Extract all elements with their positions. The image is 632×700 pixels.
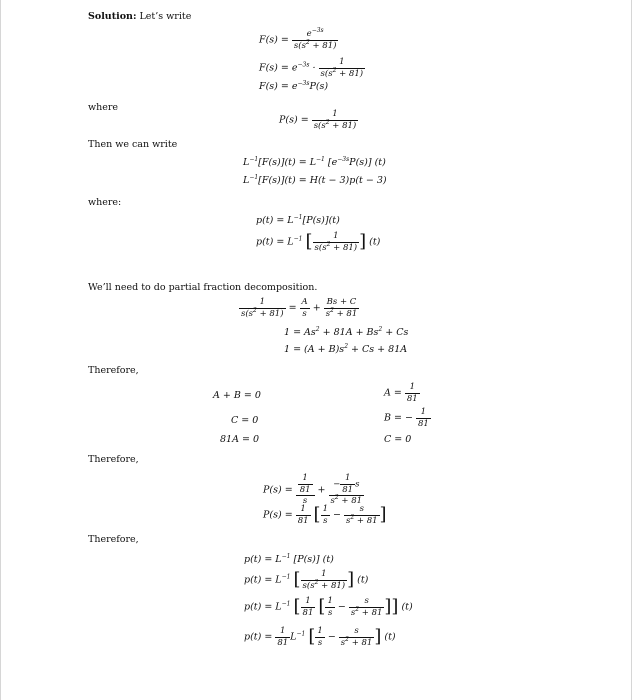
equation-laplace-2: $L^{-1}[F(s)](t) = H(t - 3)p(t - 3)$ [243,174,387,186]
where-label: where [88,102,119,113]
where-colon-label: where: [88,197,122,208]
equation-pt-3: $p(t) = L^{-1}$ [ $\frac{1}{81}$ [ $\frac{1}{s}$ − $\frac{s}{s^2 + 81}$ ]] (t) [244,596,413,618]
therefore-label-2: Therefore, [88,454,139,465]
system-eq-1: A + B = 0 [213,390,261,401]
equation-pt-def-1: $p(t) = L^{-1}[P(s)](t)$ [256,214,340,226]
equation-decomposition: $\frac{1}{s(s^2 + 81)}$ = $\frac{A}{s}$ + $\frac{Bs + C}{s^2 + 81}$ [241,297,358,319]
therefore-label-3: Therefore, [88,534,139,545]
then-label: Then we can write [88,139,178,150]
solution-a: A = $\frac{1}{81}$ [384,382,418,404]
equation-fs-3: $F(s) = e^{-3s}P(s)$ [259,80,329,92]
system-eq-3: 81A = 0 [220,434,259,445]
equation-pt-def-2: $p(t) = L^{-1}$ [ $\frac{1}{s(s^2 + 81)}$ ] (t) [256,231,381,253]
therefore-label-1: Therefore, [88,365,139,376]
equation-fs-2: $F(s) = e^{-3s}$ · $\frac{1}{s(s^2 + 81)}$ [259,57,364,79]
equation-pt-4: p(t) = $\frac{1}{81}$ $L^{-1}$ [ $\frac{1}{s}$ − $\frac{s}{s^2 + 81}$ ] (t) [244,626,396,648]
equation-pt-1: $p(t) = L^{-1}$ [P(s)] (t) [244,553,334,565]
equation-expand-1: $1 = As^2 + 81A + Bs^2 + Cs$ [284,326,409,338]
equation-expand-2: $1 = (A + B)s^2 + Cs + 81A$ [284,343,408,355]
system-eq-2: C = 0 [231,415,259,426]
equation-ps-partial-2: P(s) = $\frac{1}{81}$ [ $\frac{1}{s}$ − $\frac{s}{s^2 + 81}$ ] [263,504,387,526]
solution-c: C = 0 [384,434,412,445]
solution-heading: Solution: Let’s write [88,11,192,22]
solution-b: B = − $\frac{1}{81}$ [384,407,429,429]
equation-laplace-1: $L^{-1}[F(s)](t) = L^{-1}$ $[e^{-3s}P(s)]$ (t) [243,156,386,168]
equation-fs-1: F(s) = $\frac{e^{-3s}}{s(s^2 + 81)}$ [259,27,337,51]
equation-ps-def: P(s) = $\frac{1}{s(s^2 + 81)}$ [279,109,357,131]
equation-ps-partial-1: P(s) = $\frac{\frac{1}{81}}{s}$ + − $\frac{1}{81}$ s $s^2 + 81$ [263,473,363,506]
equation-pt-2: $p(t) = L^{-1}$ [ $\frac{1}{s(s^2 + 81)}$ ] (t) [244,569,369,591]
partial-fraction-text: We’ll need to do partial fraction decomposition. [88,282,318,293]
